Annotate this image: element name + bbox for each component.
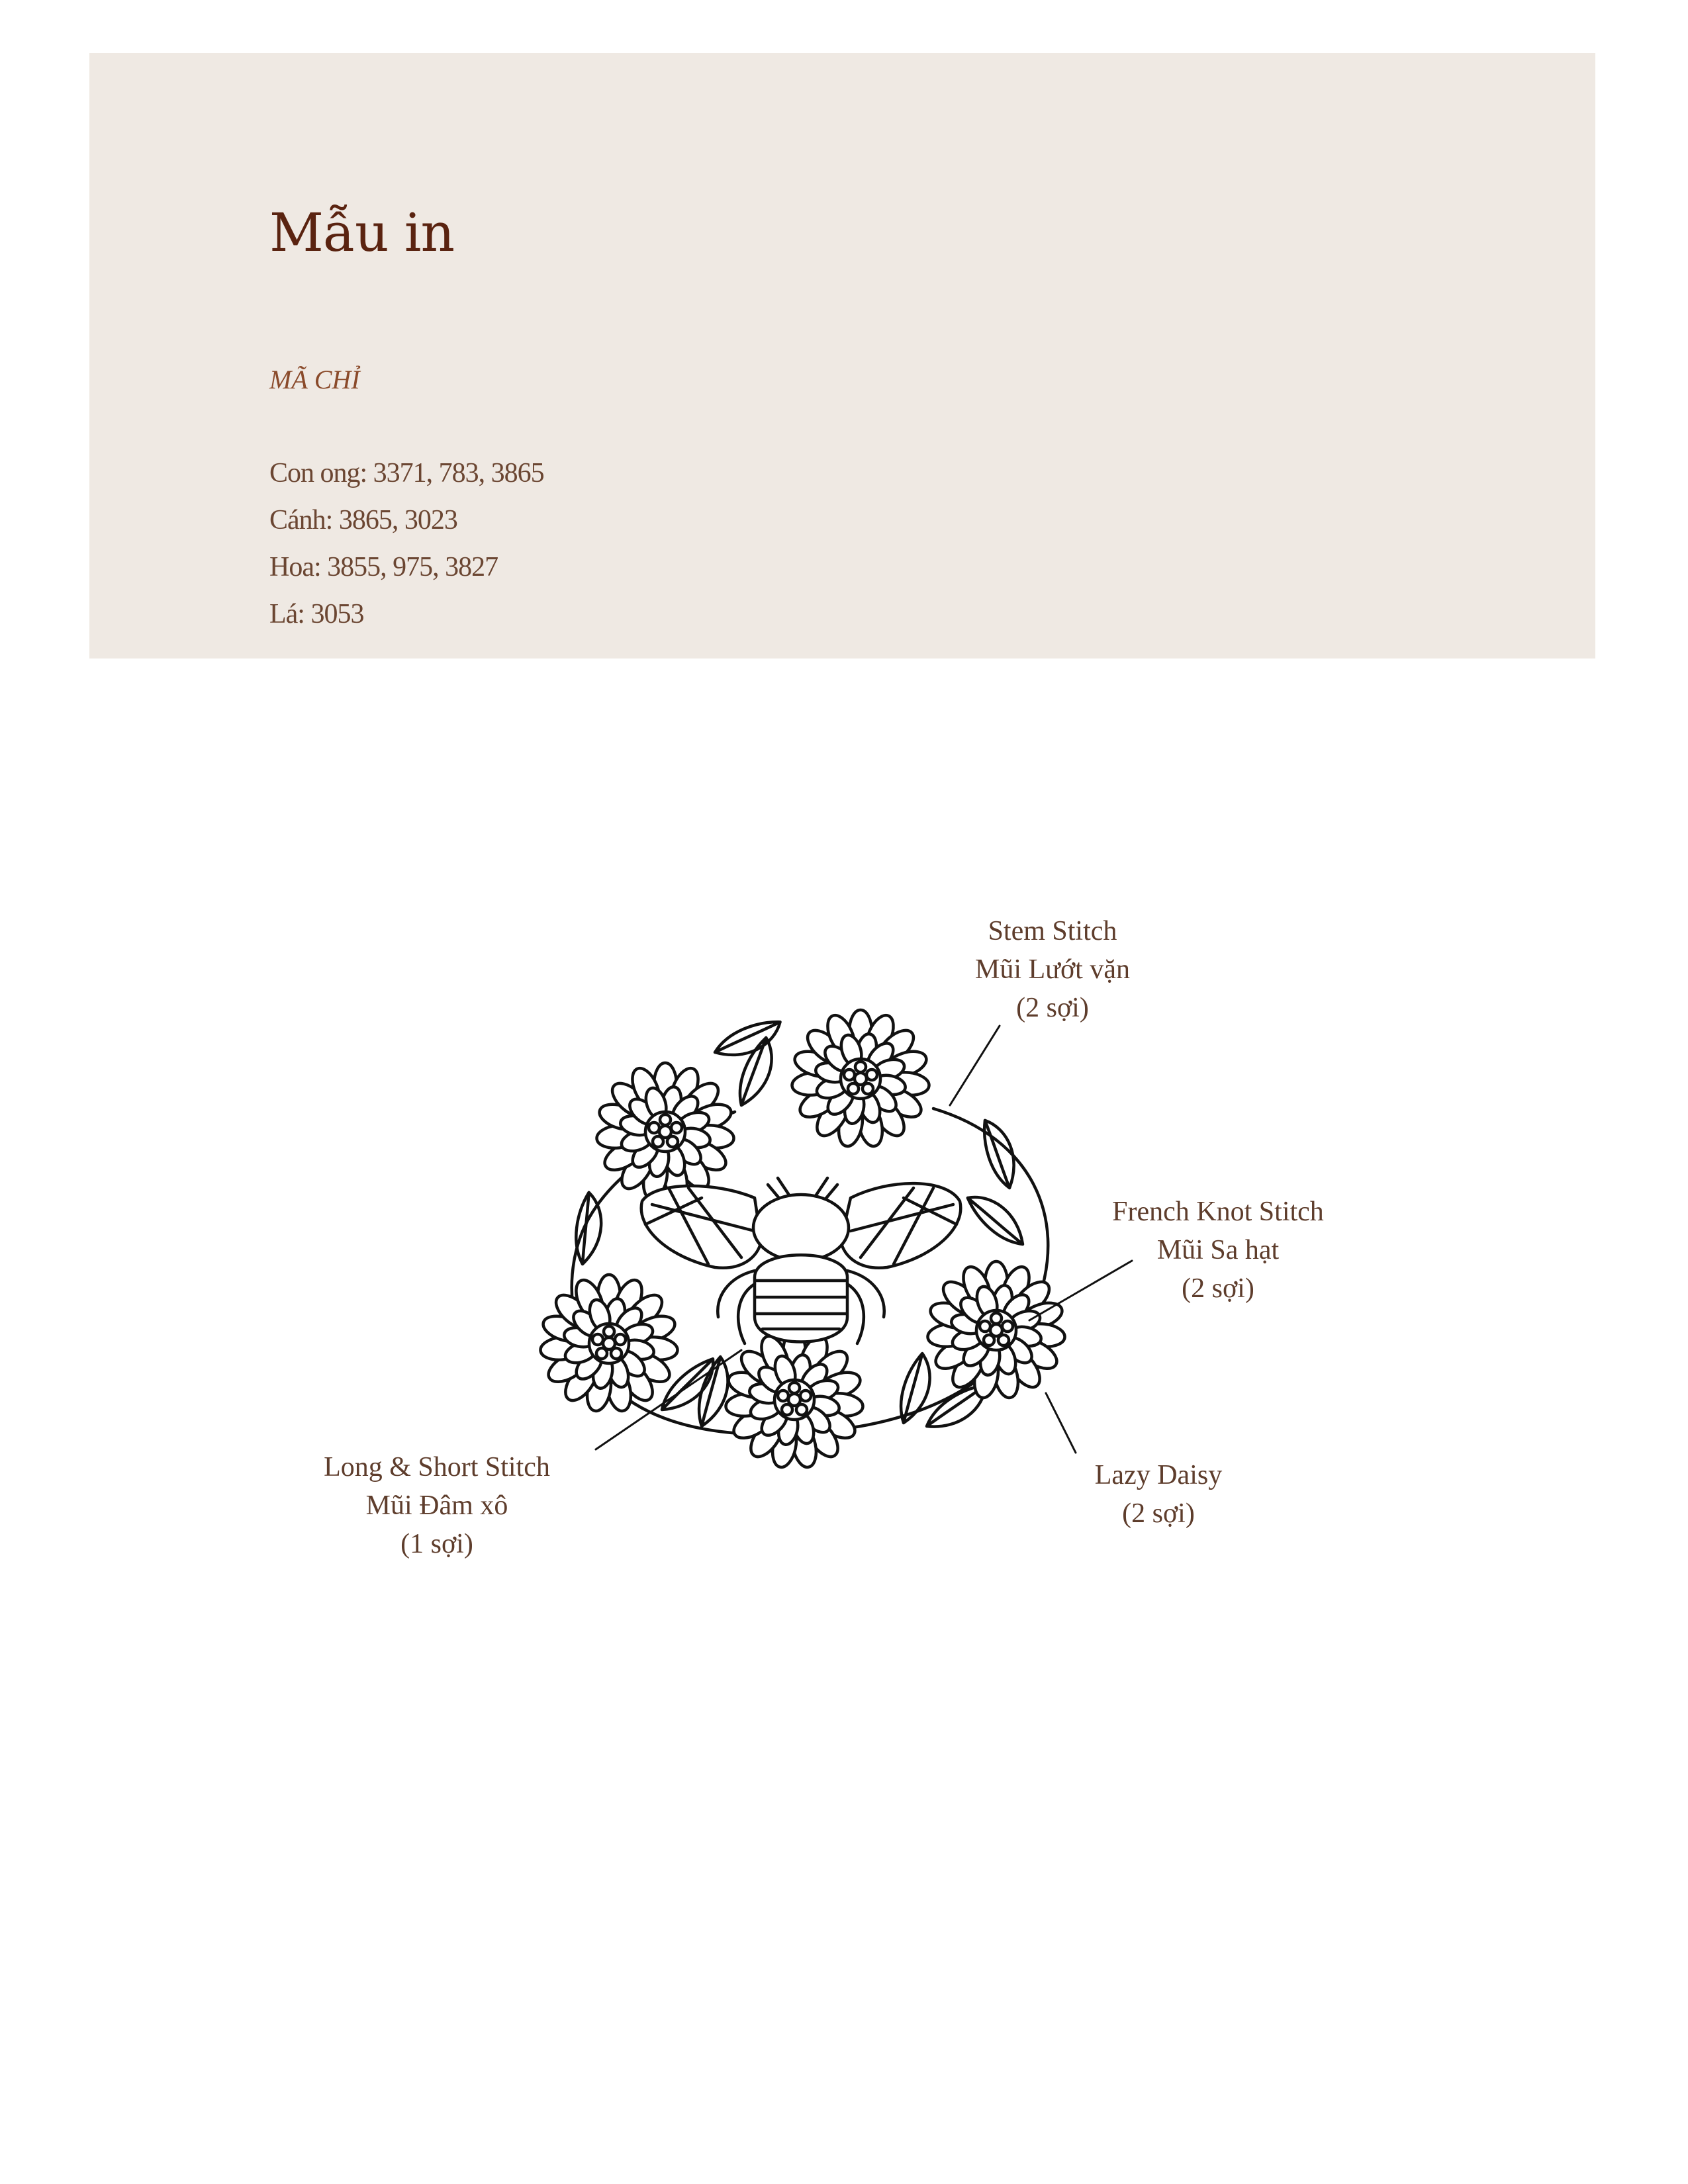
thread-code-wings: Cánh: 3865, 3023 [269, 505, 457, 535]
embroidery-pattern-illustration [0, 887, 1688, 1602]
callout-french-knot-vi: Mũi Sa hạt [1156, 1235, 1280, 1265]
callout-lazy-daisy [1059, 1456, 1258, 1533]
thread-code-leaves: Lá: 3053 [269, 599, 364, 629]
thread-code-bee: Con ong: 3371, 783, 3865 [269, 458, 544, 488]
callout-stem-stitch-vi: Mũi Lướt vặn [975, 954, 1130, 985]
callout-long-short-stitch [291, 1448, 583, 1563]
callout-long-short-strands: (1 sợi) [400, 1529, 473, 1559]
callout-stem-stitch [940, 912, 1165, 1027]
bee-motif [641, 1178, 961, 1343]
page-title: Mẫu in [269, 202, 454, 263]
thread-codes-list [269, 454, 544, 642]
thread-code-flowers: Hoa: 3855, 975, 3827 [269, 552, 498, 582]
callout-lazy-daisy-en: Lazy Daisy [1094, 1460, 1223, 1490]
callout-long-short-vi: Mũi Đâm xô [365, 1490, 508, 1521]
callout-long-short-en: Long & Short Stitch [324, 1452, 550, 1482]
callout-french-knot-strands: (2 sợi) [1182, 1273, 1254, 1304]
thread-codes-label: MÃ CHỈ [269, 365, 360, 394]
callout-lazy-daisy-strands: (2 sợi) [1122, 1498, 1195, 1529]
callout-french-knot-en: French Knot Stitch [1112, 1197, 1324, 1227]
callout-french-knot [1072, 1193, 1364, 1308]
callout-stem-stitch-en: Stem Stitch [988, 916, 1117, 946]
callout-stem-stitch-strands: (2 sợi) [1016, 993, 1089, 1023]
